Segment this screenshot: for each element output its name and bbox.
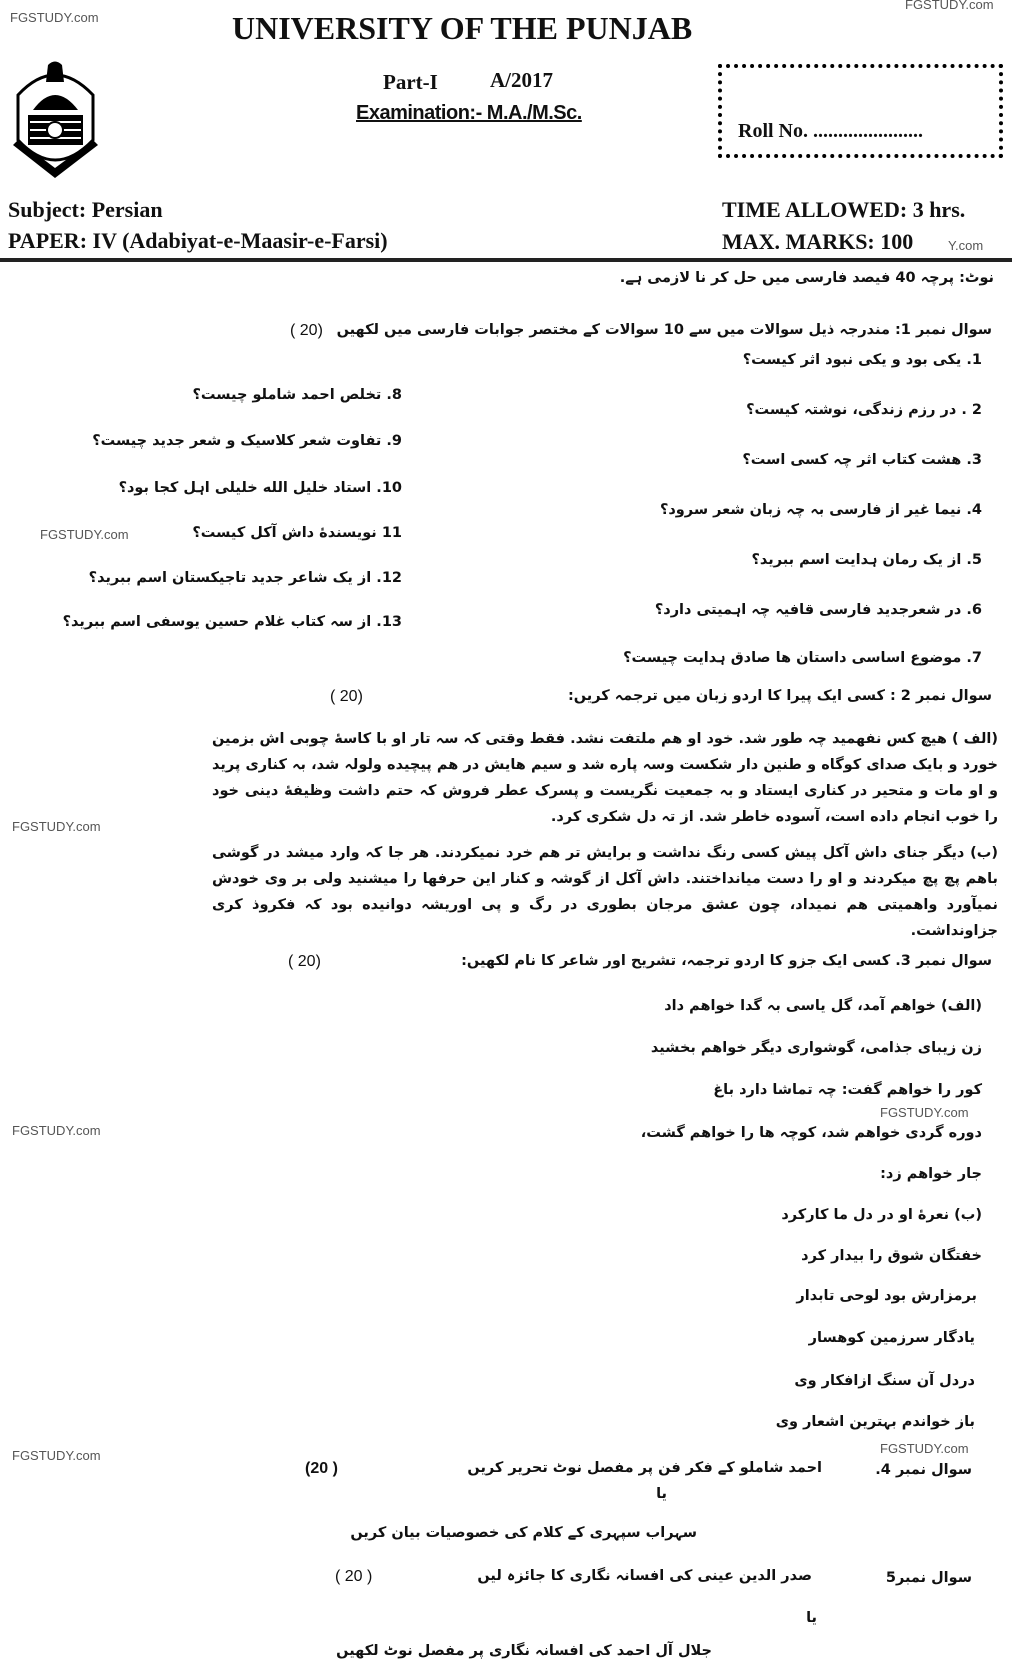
watermark: FGSTUDY.com [880, 1105, 969, 1120]
q1-item: 5. از یک رمان ہدایت اسم ببرید؟ [751, 552, 982, 568]
q3-verse: دردل آن سنگ ازافکار وی [794, 1373, 975, 1389]
q2-heading: سوال نمبر 2 : کسی ایک پیرا کا اردو زبان میں ترجمہ کریں: [567, 688, 992, 704]
header-divider [0, 258, 1012, 262]
exam-session: A/2017 [490, 68, 553, 92]
q4-alternative: سہراب سپہری کے کلام کی خصوصیات بیان کریں [350, 1525, 697, 1541]
q5-or: یا [806, 1610, 817, 1626]
q5-alternative: جلال آل احمد کی افسانہ نگاری پر مفصل نوٹ لکھیں [336, 1643, 712, 1659]
q1-marks: ( 20) [290, 322, 323, 339]
q3-verse: کور را خواهم گفت: چہ تماشا دارد باغ [713, 1082, 982, 1098]
q1-item: 1. یکی بود و یکی نبود اثر کیست؟ [742, 352, 982, 368]
q1-item: 13. از سہ کتاب غلام حسین یوسفی اسم ببرید؟ [62, 614, 402, 630]
watermark: FGSTUDY.com [10, 10, 99, 25]
watermark: FGSTUDY.com [880, 1441, 969, 1456]
q1-item: 2 . در رزم زندگی، نوشتہ کیست؟ [746, 402, 982, 418]
q1-item: 12. از یک شاعر جدید تاجیکستان اسم ببرید؟ [88, 570, 402, 586]
q2-marks: ( 20) [330, 688, 363, 705]
q3-verse: خفتگان شوق را بیدار کرد [801, 1248, 982, 1264]
q4-or: یا [656, 1486, 667, 1502]
q2-paragraph-a: (الف ) هیچ کس نفهمید چہ طور شد. خود او هم ملتفت نشد. فقط وقتی کہ سہ تار او با کاسهٔ چوبی اش بزمین خورد و بایک صدای کوگاه و طنین دار شکست وسہ پاره شد و سیم هایش در هم پیچیده ولولہ شد، بہ کناری پرید و او مات و متحیر در کناری ایستاد و بہ جمعیت نگریست و پسرک عطر فروش کہ حتم داشت وظیفهٔ دینی خود را خوب انجام داده است، آسوده خاطر شد. از تہ دل شکری کرد. [212, 731, 998, 825]
q1-item: 11 نویسندهٔ داش آکل کیست؟ [192, 525, 402, 541]
q1-item: 7. موضوع اساسی داستان ها صادق ہدایت چیست؟ [623, 650, 982, 666]
university-title: UNIVERSITY OF THE PUNJAB [232, 10, 693, 46]
q2-paragraphs [212, 726, 998, 954]
roll-number-field[interactable]: Roll No. ...................... [738, 120, 923, 142]
watermark: Y.com [948, 238, 984, 253]
time-allowed: TIME ALLOWED: 3 hrs. [722, 197, 966, 222]
q3-verse: دوره گردی خواهم شد، کوچہ ها را خواهم گشت، [640, 1125, 982, 1141]
watermark: FGSTUDY.com [40, 527, 129, 542]
q3-verse: (الف) خواهم آمد، گل یاسی بہ گدا خواهم داد [664, 998, 982, 1014]
watermark: FGSTUDY.com [12, 819, 101, 834]
q1-item: 3. هشت کتاب اثر چہ کسی است؟ [742, 452, 982, 468]
watermark: FGSTUDY.com [12, 1123, 101, 1138]
q3-heading: سوال نمبر 3. کسی ایک جزو کا اردو ترجمہ، تشریح اور شاعر کا نام لکھیں: [461, 953, 992, 969]
examination-label: Examination:- M.A./M.Sc. [356, 102, 582, 124]
q4-text: احمد شاملو کے فکر فن پر مفصل نوٹ تحریر کریں [467, 1460, 822, 1476]
q3-verse: باز خواندم بہترین اشعار وی [775, 1414, 975, 1430]
max-marks: MAX. MARKS: 100 [722, 229, 914, 254]
exam-part: Part-I [383, 70, 438, 94]
watermark: FGSTUDY.com [905, 0, 994, 12]
q1-item: 4. نیما غیر از فارسی بہ چہ زبان شعر سرود؟ [659, 502, 982, 518]
q5-label: سوال نمبر5 [885, 1570, 972, 1586]
watermark: FGSTUDY.com [12, 1448, 101, 1463]
q4-marks: (20 ) [305, 1460, 338, 1477]
subject: Subject: Persian [8, 197, 163, 222]
q3-verse: (ب) نعرهٔ او در دل ما کارکرد [781, 1207, 982, 1223]
q2-paragraph-b: (ب) دیگر جنای داش آکل پیش کسی رنگ نداشت و برایش تر هم خرد نمیکردند. هر جا کہ وارد میشد در گوشی باهم پچ پچ میکردند و او را دست میانداختند. داش آکل از گوشہ و کنار این حرفها را میشنید ولی بر وی خودش نمیآورد واهمیتی هم نمیداد، چون عشق مرجان بطوری در رگ و پی اوریشہ دوانیده بود کہ فکروذ کری جزاونداشت. [212, 845, 998, 939]
q5-text: صدر الدین عینی کی افسانہ نگاری کا جائزہ لیں [477, 1568, 812, 1584]
q3-verse: یادگار سرزمین کوهسار [808, 1330, 975, 1346]
q3-verse: جار خواهم زد: [880, 1166, 982, 1182]
q1-item: 6. در شعرجدید فارسی قافیہ چہ اہمیتی دارد؟ [654, 602, 982, 618]
q4-label: سوال نمبر 4. [875, 1462, 972, 1478]
paper-title: PAPER: IV (Adabiyat-e-Maasir-e-Farsi) [8, 228, 388, 253]
q1-item: 9. تفاوت شعر کلاسیک و شعر جدید چیست؟ [92, 433, 402, 449]
q1-item: 8. تخلص احمد شاملو چیست؟ [192, 387, 402, 403]
roll-number-box [718, 64, 1003, 158]
note: نوٹ: پرچہ 40 فیصد فارسی میں حل کر نا لازمی ہے. [619, 270, 994, 286]
university-logo [8, 60, 103, 180]
q1-item: 10. استاد خلیل الله خلیلی اہل کجا بود؟ [118, 480, 402, 496]
q3-verse: زن زیبای جذامی، گوشواری دیگر خواهم بخشید [650, 1040, 982, 1056]
q5-marks: ( 20 ) [335, 1568, 373, 1585]
q1-heading: سوال نمبر 1: مندرجہ ذیل سوالات میں سے 10 سوالات کے مختصر جوابات فارسی میں لکھیں [336, 322, 992, 338]
q3-marks: ( 20) [288, 953, 321, 970]
q3-verse: برمزارش بود لوحی تابدار [796, 1288, 977, 1304]
